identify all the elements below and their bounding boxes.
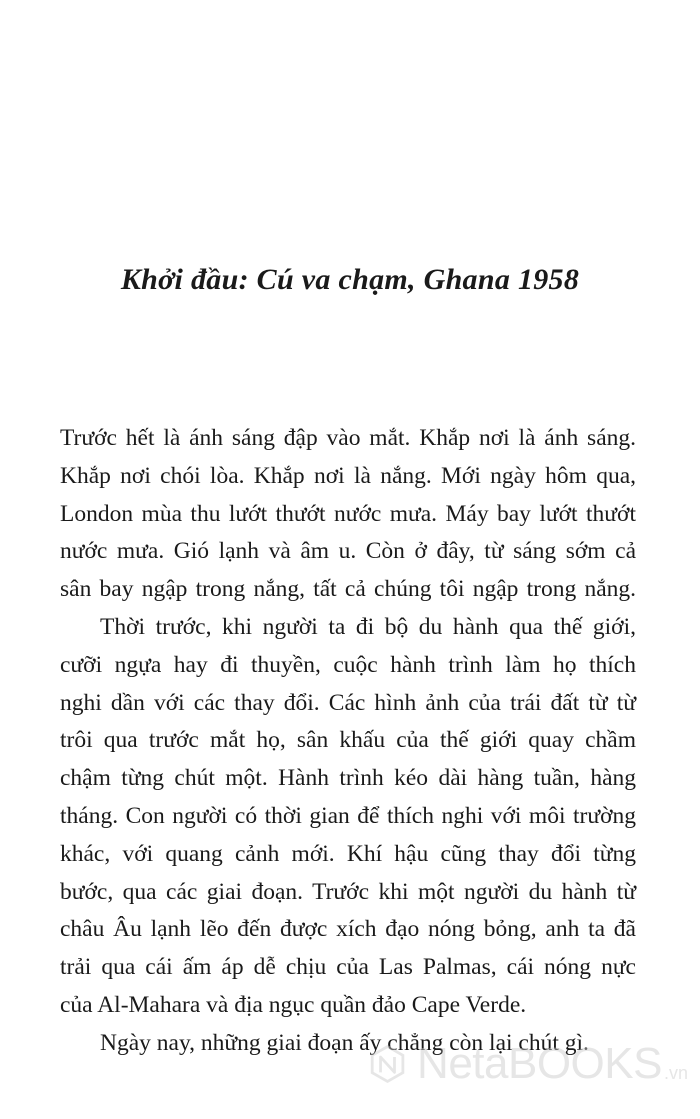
text-line: nước mưa. Gió lạnh và âm u. Còn ở đây, từ sáng sớm cả	[60, 538, 636, 565]
paragraph-1	[60, 420, 636, 609]
netabooks-logo-icon	[368, 1036, 407, 1092]
paragraph-2	[60, 609, 636, 1025]
text-line: Ngày nay, những giai đoạn ấy chẳng còn lại chút gì.	[100, 1029, 589, 1056]
text-line: châu Âu lạnh lẽo đến được xích đạo nóng bỏng, anh ta đã	[60, 916, 636, 943]
text-line: chậm từng chút một. Hành trình kéo dài hàng tuần, hàng	[60, 765, 636, 792]
text-line: London mùa thu lướt thướt nước mưa. Máy bay lướt thướt	[60, 500, 636, 527]
text-line: khác, với quang cảnh mới. Khí hậu cũng thay đổi từng	[60, 840, 636, 867]
text-line: Thời trước, khi người ta đi bộ du hành qua thế giới,	[100, 613, 636, 640]
text-line: bước, qua các giai đoạn. Trước khi một người du hành từ	[60, 878, 636, 905]
text-line: Trước hết là ánh sáng đập vào mắt. Khắp nơi là ánh sáng.	[60, 425, 636, 451]
text-line: trôi qua trước mắt họ, sân khấu của thế giới quay chầm	[60, 727, 636, 754]
text-line: nghi dần với các thay đổi. Các hình ảnh của trái đất từ từ	[60, 689, 636, 716]
publisher-watermark	[368, 1024, 688, 1104]
text-line: tháng. Con người có thời gian để thích nghi với môi trường	[60, 802, 636, 829]
watermark-brand: NetaBOOKS	[417, 1039, 662, 1088]
text-line: của Al-Mahara và địa ngục quần đảo Cape Verde.	[60, 991, 527, 1018]
chapter-body	[60, 420, 636, 1063]
text-line: trải qua cái ấm áp dễ chịu của Las Palmas, cái nóng nực	[60, 954, 636, 981]
watermark-suffix: .vn	[663, 1063, 688, 1083]
text-line: sân bay ngập trong nắng, tất cả chúng tôi ngập trong nắng.	[60, 576, 636, 603]
text-line: cưỡi ngựa hay đi thuyền, cuộc hành trình làm họ thích	[60, 651, 636, 678]
chapter-title: Khởi đầu: Cú va chạm, Ghana 1958	[120, 263, 580, 296]
text-line: Khắp nơi chói lòa. Khắp nơi là nắng. Mới ngày hôm qua,	[60, 462, 636, 489]
